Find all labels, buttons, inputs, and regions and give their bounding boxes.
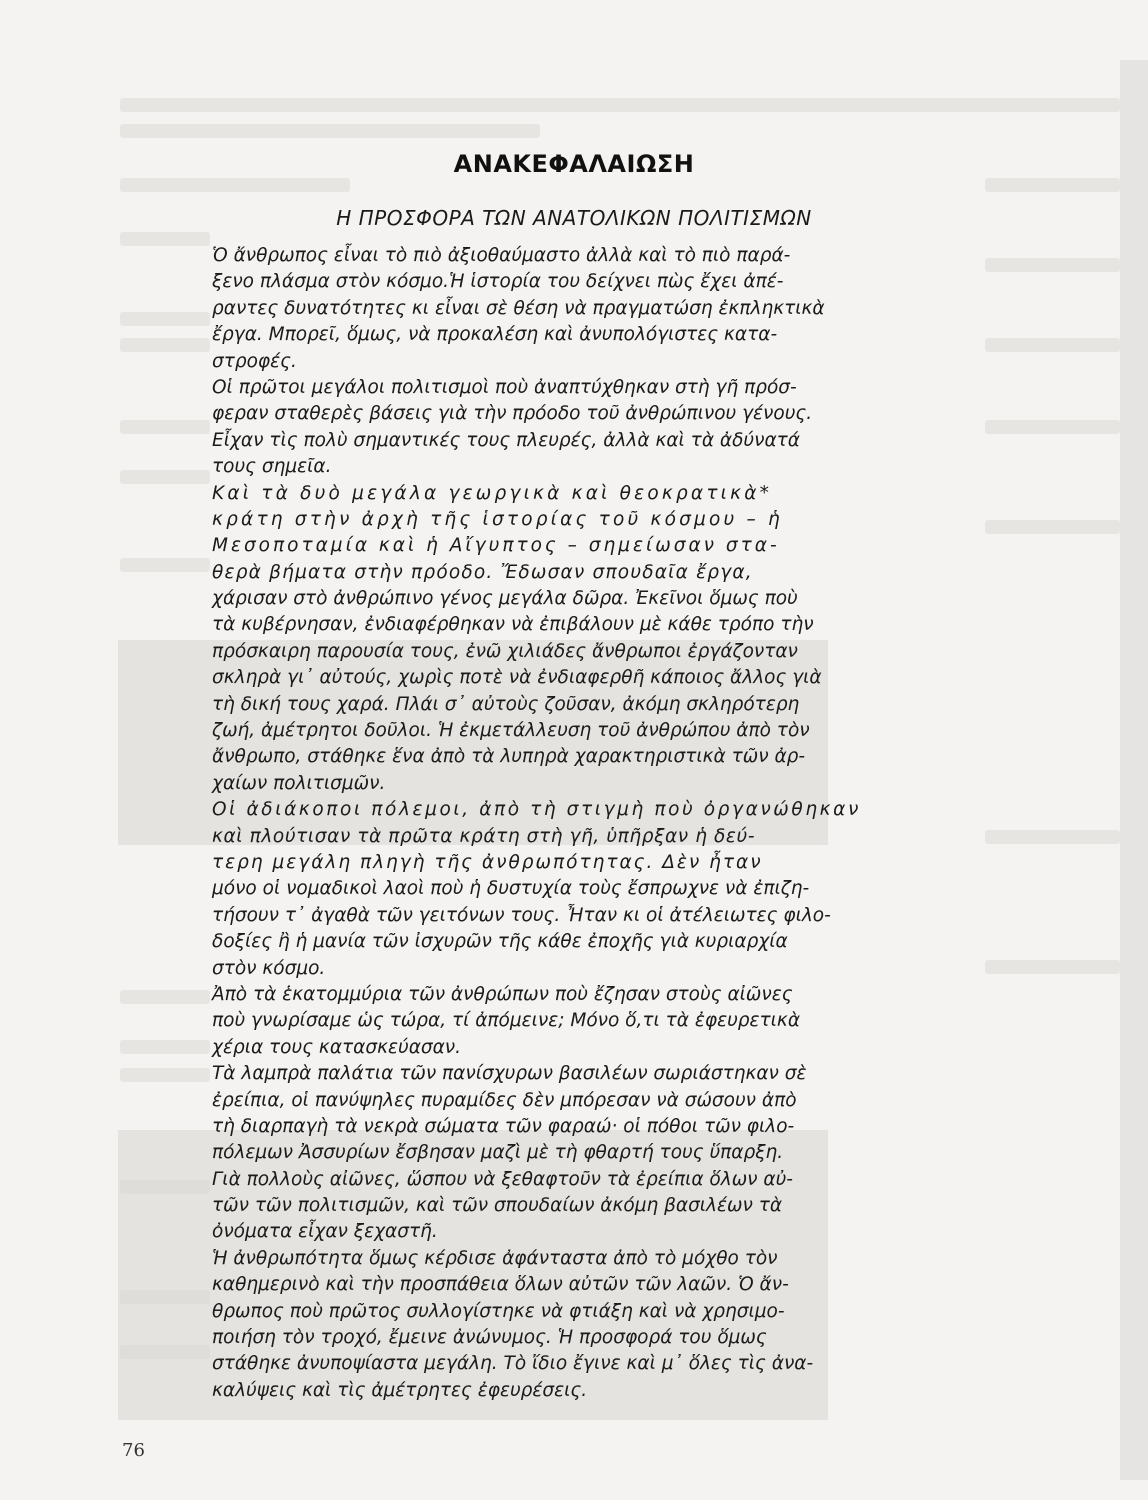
text-line: τήσουν τ᾽ ἀγαθὰ τῶν γειτόνων τους. Ἦταν κι οἱ ἀτέλειωτες φιλο- <box>212 904 831 926</box>
text-line: τὴ διαρπαγὴ τὰ νεκρὰ σώματα τῶν φαραώ· οἱ πόθοι τῶν φιλο- <box>212 1115 795 1137</box>
text-line: τερη μεγάλη πληγὴ τῆς ἀνθρωπότητας. Δὲν ἦταν <box>212 851 763 873</box>
text-line: ξενο πλάσμα στὸν κόσμο.Ἡ ἱστορία του δείχνει πὼς ἔχει ἀπέ- <box>212 271 784 293</box>
text-line: καὶ πλούτισαν τὰ πρῶτα κράτη στὴ γῆ, ὑπῆρξαν ἡ δεύ- <box>212 825 756 847</box>
text-line: χαίων πολιτισμῶν. <box>212 772 386 794</box>
text-line: πόλεμων Ἀσσυρίων ἔσβησαν μαζὶ μὲ τὴ φθαρτή τους ὕπαρξη. <box>212 1142 784 1164</box>
text-line: ἔργα. Μπορεῖ, ὅμως, νὰ προκαλέση καὶ ἀνυπολόγιστες κατα- <box>212 324 778 346</box>
page-number: 76 <box>122 1440 145 1461</box>
text-line: ζωή, ἀμέτρητοι δοῦλοι. Ἡ ἐκμετάλλευση τοῦ ἀνθρώπου ἀπὸ τὸν <box>212 720 810 742</box>
page-heading: ΑΝΑΚΕΦΑΛΑΙΩΣΗ <box>453 150 695 178</box>
text-line: Τὰ λαμπρὰ παλάτια τῶν πανίσχυρων βασιλέων σωριάστηκαν σὲ <box>212 1063 807 1085</box>
bleed-through-line <box>120 470 210 484</box>
text-line: κράτη στὴν ἀρχὴ τῆς ἱστορίας τοῦ κόσμου – ἡ <box>212 508 783 530</box>
bleed-through-line <box>120 232 210 246</box>
text-line: τὰ κυβέρνησαν, ἐνδιαφέρθηκαν νὰ ἐπιβάλουν μὲ κάθε τρόπο τὴν <box>212 614 814 636</box>
text-line: ἄνθρωπο, στάθηκε ἕνα ἀπὸ τὰ λυπηρὰ χαρακτηριστικὰ τῶν ἀρ- <box>212 746 806 768</box>
bleed-through-line <box>120 1068 210 1082</box>
bleed-through-line <box>120 1180 210 1194</box>
text-line: σκληρὰ γι᾽ αὐτούς, χωρὶς ποτὲ νὰ ἐνδιαφερθῆ κάποιος ἄλλος γιὰ <box>212 667 822 689</box>
bleed-through-line <box>120 338 210 352</box>
bleed-through-line <box>985 338 1120 352</box>
body-text <box>212 243 982 1404</box>
bleed-through-line <box>985 960 1120 974</box>
text-line: στάθηκε ἀνυποψίαστα μεγάλη. Τὸ ἴδιο ἔγινε καὶ μ᾽ ὅλες τὶς ἀνα- <box>212 1353 814 1375</box>
bleed-through-line <box>120 124 540 138</box>
bleed-through-line <box>120 990 210 1004</box>
text-line: χέρια τους κατασκεύασαν. <box>212 1036 462 1058</box>
bleed-through-line <box>120 178 350 192</box>
text-line: στὸν κόσμο. <box>212 957 326 979</box>
text-line: στροφές. <box>212 350 297 372</box>
bleed-through-line <box>120 1345 210 1359</box>
bleed-through-line <box>120 1290 210 1304</box>
bleed-through-line <box>120 98 1120 112</box>
bleed-through-edge <box>1120 60 1148 1480</box>
bleed-through-line <box>120 558 210 572</box>
text-line: Γιὰ πολλοὺς αἰῶνες, ὥσπου νὰ ξεθαφτοῦν τὰ ἐρείπια ὅλων αὐ- <box>212 1168 793 1190</box>
text-line: Ἡ ἀνθρωπότητα ὅμως κέρδισε ἀφάνταστα ἀπὸ τὸ μόχθο τὸν <box>212 1247 778 1269</box>
text-line: θερὰ βήματα στὴν πρόοδο. Ἔδωσαν σπουδαῖα ἔργα, <box>212 561 753 583</box>
section-subheading: Η ΠΡΟΣΦΟΡΑ ΤΩΝ ΑΝΑΤΟΛΙΚΩΝ ΠΟΛΙΤΙΣΜΩΝ <box>336 206 812 230</box>
bleed-through-line <box>120 420 210 434</box>
bleed-through-line <box>120 312 210 326</box>
bleed-through-line <box>985 830 1120 844</box>
text-line: τὴ δική τους χαρά. Πλάι σ᾽ αὐτοὺς ζοῦσαν, ἀκόμη σκληρότερη <box>212 693 800 715</box>
text-line: Ὁ ἄνθρωπος εἶναι τὸ πιὸ ἀξιοθαύμαστο ἀλλὰ καὶ τὸ πιὸ παρά- <box>212 245 791 266</box>
text-line: θρωπος ποὺ πρῶτος συλλογίστηκε νὰ φτιάξη καὶ νὰ χρησιμο- <box>212 1300 785 1322</box>
text-line: ὀνόματα εἶχαν ξεχαστῆ. <box>212 1221 438 1243</box>
text-line: μόνο οἱ νομαδικοὶ λαοὶ ποὺ ἡ δυστυχία τοὺς ἔσπρωχνε νὰ ἐπιζη- <box>212 878 810 900</box>
text-line: φεραν σταθερὲς βάσεις γιὰ τὴν πρόοδο τοῦ ἀνθρώπινου γένους. <box>212 403 813 425</box>
text-line: Ἀπὸ τὰ ἑκατομμύρια τῶν ἀνθρώπων ποὺ ἔζησαν στοὺς αἰῶνες <box>212 983 793 1005</box>
text-line: Μεσοποταμία καὶ ἡ Αἴγυπτος – σημείωσαν στα- <box>212 535 780 557</box>
text-line: καλύψεις καὶ τὶς ἀμέτρητες ἐφευρέσεις. <box>212 1379 588 1401</box>
bleed-through-line <box>985 178 1120 192</box>
text-line: Εἶχαν τὶς πολὺ σημαντικές τους πλευρές, ἀλλὰ καὶ τὰ ἀδύνατά <box>212 429 800 451</box>
text-line: Οἱ ἀδιάκοποι πόλεμοι, ἀπὸ τὴ στιγμὴ ποὺ ὀργανώθηκαν <box>212 799 861 821</box>
text-line: τους σημεῖα. <box>212 456 332 478</box>
text-line: καθημερινὸ καὶ τὴν προσπάθεια ὅλων αὐτῶν τῶν λαῶν. Ὁ ἄν- <box>212 1274 789 1296</box>
text-line: ἐρείπια, οἱ πανύψηλες πυραμίδες δὲν μπόρεσαν νὰ σώσουν ἀπὸ <box>212 1089 797 1111</box>
text-line: ποιήση τὸν τροχό, ἔμεινε ἀνώνυμος. Ἡ προσφορά του ὅμως <box>212 1327 767 1349</box>
bleed-through-line <box>985 258 1120 272</box>
text-line: χάρισαν στὸ ἀνθρώπινο γένος μεγάλα δῶρα. Ἐκεῖνοι ὅμως ποὺ <box>212 588 798 610</box>
bleed-through-line <box>120 1040 210 1054</box>
bleed-through-line <box>985 420 1120 434</box>
text-line: τῶν τῶν πολιτισμῶν, καὶ τῶν σπουδαίων ἀκόμη βασιλέων τὰ <box>212 1195 783 1217</box>
text-line: πρόσκαιρη παρουσία τους, ἐνῶ χιλιάδες ἄνθρωποι ἐργάζονταν <box>212 640 798 662</box>
text-line: δοξίες ἢ ἡ μανία τῶν ἰσχυρῶν τῆς κάθε ἐποχῆς γιὰ κυριαρχία <box>212 931 788 953</box>
bleed-through-line <box>985 520 1120 534</box>
text-line: Καὶ τὰ δυὸ μεγάλα γεωργικὰ καὶ θεοκρατικὰ* <box>212 482 773 504</box>
text-line: ποὺ γνωρίσαμε ὡς τώρα, τί ἀπόμεινε; Μόνο ὅ,τι τὰ ἐφευρετικὰ <box>212 1010 801 1032</box>
text-line: ραντες δυνατότητες κι εἶναι σὲ θέση νὰ πραγματώση ἐκπληκτικὰ <box>212 297 825 319</box>
text-line: Οἱ πρῶτοι μεγάλοι πολιτισμοὶ ποὺ ἀναπτύχθηκαν στὴ γῆ πρόσ- <box>212 376 797 398</box>
